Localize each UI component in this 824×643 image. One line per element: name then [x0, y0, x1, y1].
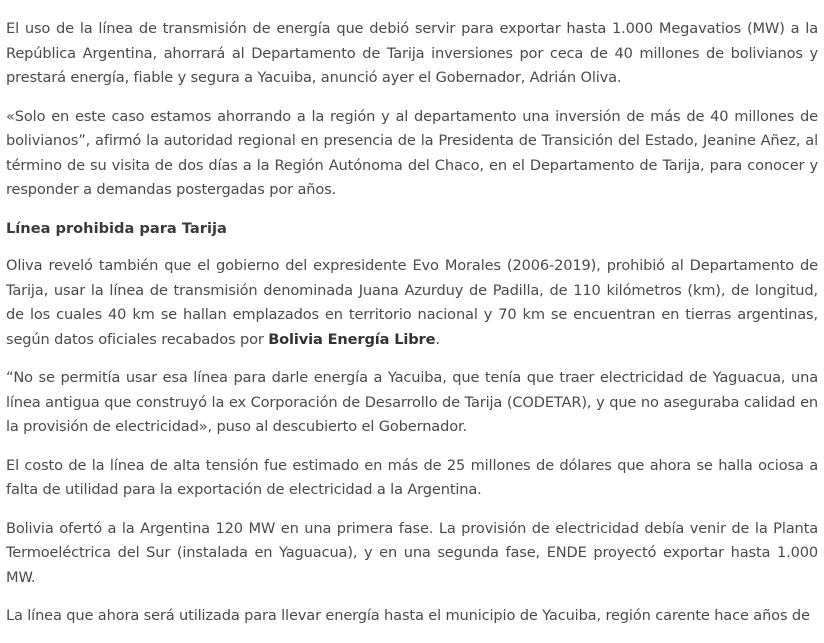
article-body [6, 17, 818, 643]
paragraph-prohibition-end: . [435, 330, 440, 348]
paragraph-truncated: La línea que ahora será utilizada para llevar energía hasta el municipio de Yacuiba, región carente hace años de [6, 607, 810, 624]
paragraph-prohibition-text: Oliva reveló también que el gobierno del expresidente Evo Morales (2006-2019), prohibió al Departamento de Tarija, usar la línea de transmisión denominada Juana Azurduy de Padilla, de 110 kilómetros (km), de longitud, de los cuales 40 km se hallan emplazados en territorio nacional y 70 km se encuentran en tierras argentinas, según datos oficiales recabados por [6, 257, 818, 348]
paragraph-cost: El costo de la línea de alta tensión fue estimado en más de 25 millones de dólares que ahora se halla ociosa a falta de utilidad para la exportación de electricidad a la Argentina. [6, 456, 818, 498]
section-subheading: Línea prohibida para Tarija [6, 219, 227, 237]
paragraph-offer: Bolivia ofertó a la Argentina 120 MW en una primera fase. La provisión de electricidad debía venir de la Planta Termoeléctrica del Sur (instalada en Yaguacua), y en una segunda fase, ENDE proyectó exportar hasta 1.000 MW. [6, 519, 818, 586]
paragraph-intro: El uso de la línea de transmisión de energía que debió servir para exportar hasta 1.000 Megavatios (MW) a la República Argentina, ahorrará al Departamento de Tarija inversiones por ceca de 40 millones de bolivianos y prestará energía, fiable y segura a Yacuiba, anunció ayer el Gobernador, Adrián Oliva. [6, 20, 818, 86]
paragraph-quote-governor: «Solo en este caso estamos ahorrando a la región y al departamento una inversión de más de 40 millones de bolivianos”, afirmó la autoridad regional en presencia de la Presidenta de Transición del Estado, Jeanine Añez, al término de su visita de dos días a la Región Autónoma del Chaco, en el Departamento de Tarija, para conocer y responder a demandas postergadas por años. [6, 107, 818, 198]
paragraph-prohibition [6, 254, 818, 352]
paragraph-quote-yacuiba: “No se permitía usar esa línea para darle energía a Yacuiba, que tenía que traer electricidad de Yaguacua, una línea antigua que construyó la ex Corporación de Desarrollo de Tarija (CODETAR), y que no aseguraba calidad en la provisión de electricidad», puso al descubierto el Gobernador. [6, 369, 818, 435]
source-name: Bolivia Energía Libre [268, 330, 436, 348]
